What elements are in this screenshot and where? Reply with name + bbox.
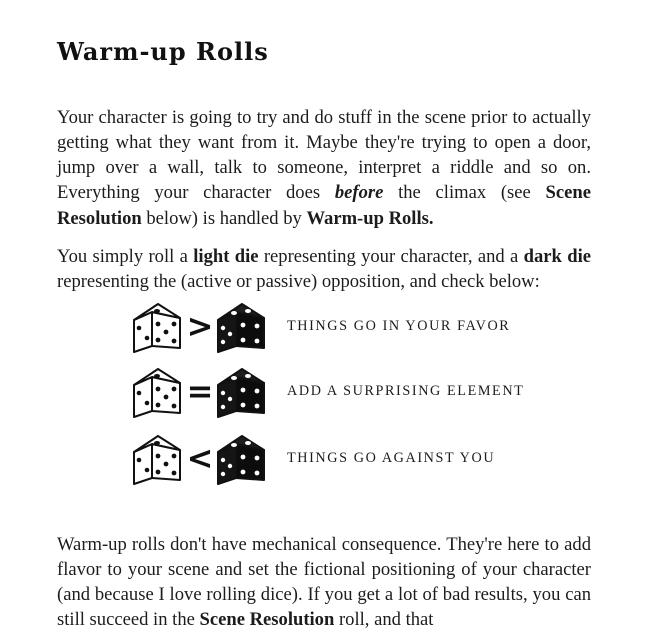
roll-term-light-die: light die: [193, 245, 259, 267]
dark-die-icon: [214, 432, 268, 486]
greater-than-operator: >: [186, 307, 214, 345]
outcome-row-favor: [130, 300, 530, 356]
light-die-icon: [130, 432, 184, 486]
outcome-row-surprise: [130, 365, 530, 421]
consequence-text-2: roll, and that: [334, 609, 434, 631]
roll-text-2: representing your character, and a: [258, 245, 524, 267]
intro-paragraph: [57, 105, 591, 231]
light-die-icon: [130, 365, 184, 419]
outcome-label-against: THINGS GO AGAINST YOU: [287, 450, 496, 466]
intro-text-1: Your character is going to try and do stuff in the scene prior to actually getting what they want from it. Maybe they're trying to open a door, jump over a wall, talk to someone, interpret a riddle and so on. Everything your character does: [57, 106, 591, 204]
dark-die-icon: [214, 300, 268, 354]
light-die-icon: [130, 300, 184, 354]
intro-emphasis-before: before: [334, 182, 384, 204]
outcome-row-against: [130, 432, 530, 488]
outcome-label-surprise: ADD A SURPRISING ELEMENT: [287, 383, 525, 399]
outcome-label-favor: THINGS GO IN YOUR FAVOR: [287, 318, 511, 334]
consequence-term-scene-resolution: Scene Resolution: [199, 609, 335, 631]
roll-text-1: You simply roll a: [57, 245, 194, 267]
roll-term-dark-die: dark die: [523, 245, 591, 267]
roll-paragraph: [57, 244, 591, 295]
intro-term-scene-resolution: Scene Resolution: [57, 182, 591, 229]
intro-term-warm-up-rolls: Warm-up Rolls.: [306, 207, 434, 229]
less-than-operator: <: [186, 439, 214, 477]
consequence-text-1: Warm-up rolls don't have mechanical consequence. They're here to add flavor to your scene and set the fictional positioning of your character (and because I love rolling dice). If you get a lot of bad results, you can still succeed in the: [57, 533, 591, 631]
consequence-paragraph: [57, 532, 591, 633]
dark-die-icon: [214, 365, 268, 419]
equals-operator: =: [186, 372, 214, 410]
section-heading: Warm-up Rolls: [57, 37, 269, 66]
roll-text-3: representing the (active or passive) opposition, and check below:: [57, 270, 540, 292]
intro-text-2: the climax (see: [383, 182, 546, 204]
intro-text-3: below) is handled by: [141, 207, 307, 229]
